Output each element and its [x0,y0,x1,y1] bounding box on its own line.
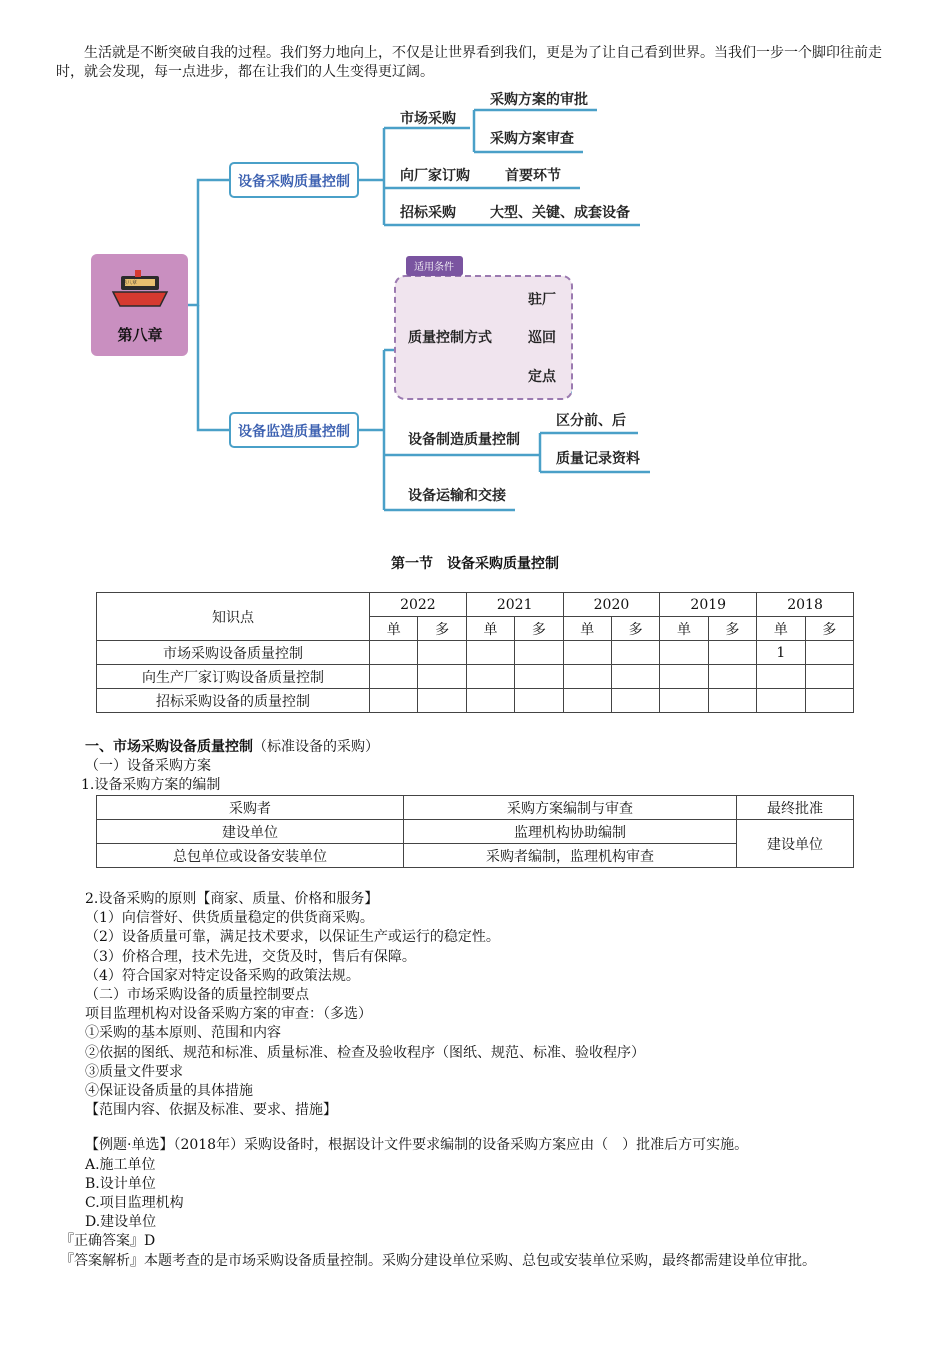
buyer-header: 最终批准 [737,796,854,820]
cell [515,689,563,713]
cell [418,689,466,713]
body-text [81,738,905,796]
review-item: ②依据的图纸、规范和标准、质量标准、检查及验收程序（图纸、规范、标准、验收程序） [85,1044,645,1061]
subheading-1-1: 1.设备采购方案的编制 [81,777,221,794]
buyer-header: 采购方案编制与审查 [404,796,737,820]
cell [708,689,756,713]
table-row [97,665,854,689]
principle-item: （3）价格合理，技术先进，交货及时，售后有保障。 [85,948,416,965]
buyer-final: 建设单位 [737,820,854,868]
cell [708,665,756,689]
buyer-header: 采购者 [97,796,404,820]
header-single: 单 [370,617,418,641]
header-year: 2019 [660,593,757,617]
cell [370,641,418,665]
cell [515,665,563,689]
mind-map [0,0,950,540]
example-analysis: 『答案解析』本题考查的是市场采购设备质量控制。采购分建设单位采购、总包或安装单位采购，最终都需建设单位审批。 [60,1252,816,1269]
table-row [97,689,854,713]
header-year: 2020 [563,593,660,617]
node-mfg-child-1: 区分前、后 [556,413,626,429]
review-item: ①采购的基本原则、范围和内容 [85,1025,281,1042]
node-market-child-1: 采购方案的审批 [490,92,588,108]
cell [563,665,611,689]
header-multi: 多 [805,617,854,641]
cell [418,665,466,689]
branch-label-1: 设备采购质量控制 [238,174,350,190]
cell [466,641,514,665]
cell [805,689,854,713]
buyer-cell: 监理机构协助编制 [404,820,737,844]
node-factory: 向厂家订购 [400,168,470,184]
root-label: 第八章 [117,326,163,344]
review-title: 项目监理机构对设备采购方案的审查：（多选） [85,1006,372,1023]
buyer-cell: 建设单位 [97,820,404,844]
cell [611,641,659,665]
buyer-cell: 采购者编制，监理机构审查 [404,844,737,868]
body-text-2 [60,890,905,1271]
header-multi: 多 [708,617,756,641]
review-item: ③质量文件要求 [85,1063,183,1080]
row-label: 向生产厂家订购设备质量控制 [97,665,370,689]
node-qc-child-1: 驻厂 [528,292,556,308]
cell [805,641,854,665]
cell [660,665,708,689]
node-qc-child-3: 定点 [528,369,556,385]
heading-1 [85,738,905,757]
row-label: 市场采购设备质量控制 [97,641,370,665]
header-year: 2018 [757,593,854,617]
heading-1-bold: 一、市场采购设备质量控制 [85,739,253,755]
cell [466,689,514,713]
header-year: 2022 [370,593,467,617]
node-bid-child: 大型、关键、成套设备 [490,205,630,221]
header-year: 2021 [466,593,563,617]
buyer-cell: 总包单位或设备安装单位 [97,844,404,868]
header-single: 单 [563,617,611,641]
buyer-table [96,795,854,868]
node-bid: 招标采购 [400,205,456,221]
node-mfg-child-2: 质量记录资料 [556,451,640,467]
cell [370,665,418,689]
cell [611,689,659,713]
header-single: 单 [466,617,514,641]
cell [515,641,563,665]
node-factory-child: 首要环节 [505,168,561,184]
cell [466,665,514,689]
header-multi: 多 [418,617,466,641]
node-mfg-qc: 设备制造质量控制 [408,432,520,448]
header-single: 单 [660,617,708,641]
principle-item: （4）符合国家对特定设备采购的政策法规。 [85,967,360,984]
node-market-child-2: 采购方案审查 [490,131,574,147]
cell [563,689,611,713]
example-option: B.设计单位 [85,1175,156,1192]
cell [563,641,611,665]
node-market: 市场采购 [400,111,456,127]
node-qc-method: 质量控制方式 [408,330,492,346]
example-option: D.建设单位 [85,1214,157,1231]
cell [708,641,756,665]
section-title: 第一节 设备采购质量控制 [391,556,559,572]
cell [611,665,659,689]
cell [660,641,708,665]
subheading-2: （二）市场采购设备的质量控制要点 [85,987,309,1004]
example-option: C.项目监理机构 [85,1195,184,1212]
header-knowledge: 知识点 [97,593,370,641]
principle-item: （2）设备质量可靠，满足技术要求，以保证生产或运行的稳定性。 [85,929,500,946]
row-label: 招标采购设备的质量控制 [97,689,370,713]
root-badge: 第八章 [122,280,138,286]
cell [757,689,805,713]
cell [805,665,854,689]
node-transport: 设备运输和交接 [408,488,506,504]
node-qc-child-2: 巡回 [528,330,556,346]
frequency-table [96,592,854,713]
example-option: A.施工单位 [85,1156,156,1173]
example-question: 【例题·单选】（2018年）采购设备时，根据设计文件要求编制的设备采购方案应由（ ）批准后方可实施。 [85,1137,749,1154]
cell: 1 [757,641,805,665]
review-summary: 【范围内容、依据及标准、要求、措施】 [85,1102,337,1119]
branch-label-2: 设备监造质量控制 [238,424,350,440]
heading-1-rest: （标准设备的采购） [253,739,379,755]
review-item: ④保证设备质量的具体措施 [85,1083,253,1100]
header-multi: 多 [515,617,563,641]
header-multi: 多 [611,617,659,641]
cell [370,689,418,713]
condition-tag-label: 适用条件 [414,262,454,273]
intro-paragraph: 生活就是不断突破自我的过程。我们努力地向上，不仅是让世界看到我们，更是为了让自己看到世界。当我们一步一个脚印往前走时，就会发现，每一点进步，都在让我们的人生变得更辽阔。 [56,45,882,80]
header-single: 单 [757,617,805,641]
principle-item: （1）向信誉好、供货质量稳定的供货商采购。 [85,910,374,927]
cell [660,689,708,713]
principle-title: 2.设备采购的原则【商家、质量、价格和服务】 [85,891,379,907]
cell [418,641,466,665]
table-row [97,641,854,665]
cell [757,665,805,689]
table-row [97,820,854,844]
example-answer: 『正确答案』D [60,1233,156,1250]
subheading-1: （一）设备采购方案 [85,758,211,775]
